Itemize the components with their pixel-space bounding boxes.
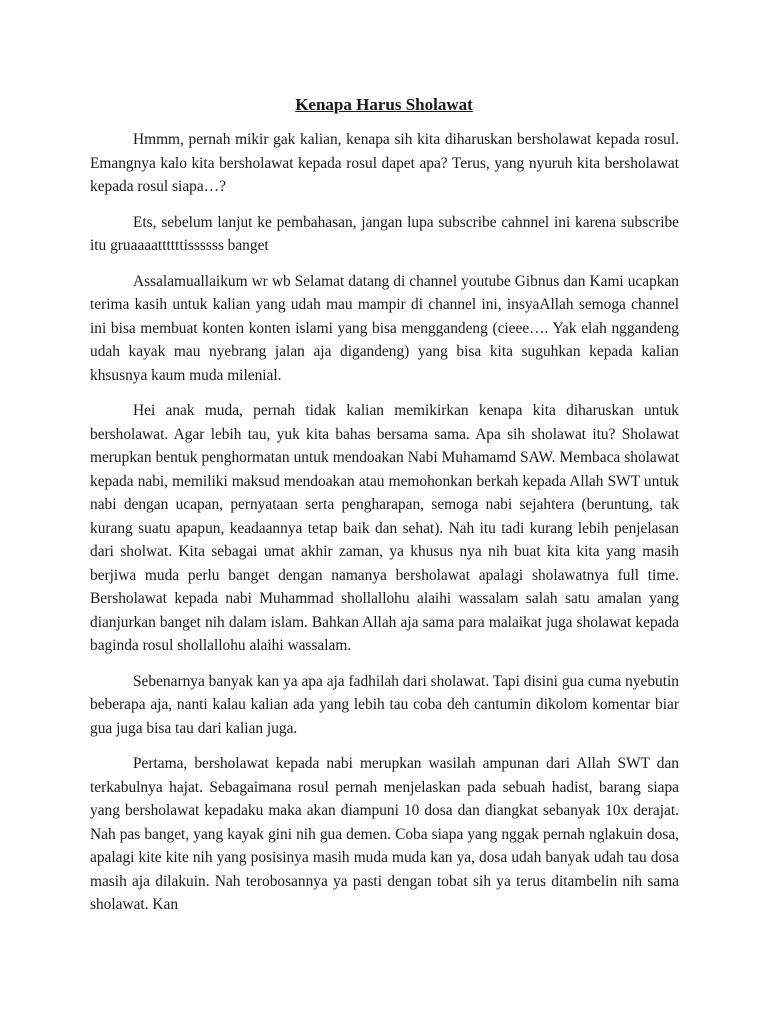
document-title: Kenapa Harus Sholawat: [295, 95, 473, 114]
paragraph-3: Assalamuallaikum wr wb Selamat datang di channel youtube Gibnus dan Kami ucapkan terima kasih untuk kalian yang udah mau mampir di channel ini, insyaAllah semoga channel ini bisa membuat konten konten islami yang bisa menggandeng (cieee…. Yak elah nggandeng udah kayak mau nyebrang jalan aja digandeng) yang bisa kita suguhkan kepada kalian khsusnya kaum muda milenial.: [90, 272, 679, 384]
paragraph-6: Pertama, bersholawat kepada nabi merupkan wasilah ampunan dari Allah SWT dan terkabulnya hajat. Sebagaimana rosul pernah menjelaskan pada sebuah hadist, barang siapa yang bersholawat kepadaku maka akan diampuni 10 dosa dan diangkat sebanyak 10x derajat. Nah pas banget, yang kayak gini nih gua demen. Coba siapa yang nggak pernah nglakuin dosa, apalagi kite kite nih yang posisinya masih muda muda kan ya, dosa udah banyak udah tau dosa masih aja dilakuin. Nah terobosannya ya pasti dengan tobat sih ya terus ditambelin nih sama sholawat. Kan: [90, 755, 679, 913]
paragraph-5: Sebenarnya banyak kan ya apa aja fadhilah dari sholawat. Tapi disini gua cuma nyebutin beberapa aja, nanti kalau kalian ada yang lebih tau coba deh cantumin dikolom komentar biar gua juga bisa tau dari kalian juga.: [90, 672, 679, 737]
paragraph-4: Hei anak muda, pernah tidak kalian memikirkan kenapa kita diharuskan untuk bersholawat. Agar lebih tau, yuk kita bahas bersama sama. Apa sih sholawat itu? Sholawat merupkan bentuk penghormatan untuk mendoakan Nabi Muhamamd SAW. Membaca sholawat kepada nabi, memiliki maksud mendoakan atau memohonkan berkah kepada Allah SWT untuk nabi dengan ucapan, pernyataan serta pengharapan, semoga nabi sejahtera (beruntung, tak kurang suatu apapun, keadaannya tetap baik dan sehat). Nah itu tadi kurang lebih penjelasan dari sholwat. Kita sebagai umat akhir zaman, ya khusus nya nih buat kita kita yang masih berjiwa muda perlu banget dengan namanya bersholawat apalagi sholawatnya full time. Bersholawat kepada nabi Muhammad shollallohu alaihi wassalam salah satu amalan yang dianjurkan banget nih dalam islam. Bahkan Allah aja sama para malaikat juga sholawat kepada baginda rosul shollallohu alaihi wassalam.: [90, 402, 679, 654]
paragraph-2: Ets, sebelum lanjut ke pembahasan, jangan lupa subscribe cahnnel ini karena subscribe itu gruaaaattttttissssss banget: [90, 213, 679, 254]
document-body: [90, 128, 679, 917]
paragraph-1: Hmmm, pernah mikir gak kalian, kenapa sih kita diharuskan bersholawat kepada rosul. Emangnya kalo kita bersholawat kepada rosul dapet apa? Terus, yang nyuruh kita bersholawat kepada rosul siapa…?: [90, 131, 679, 195]
